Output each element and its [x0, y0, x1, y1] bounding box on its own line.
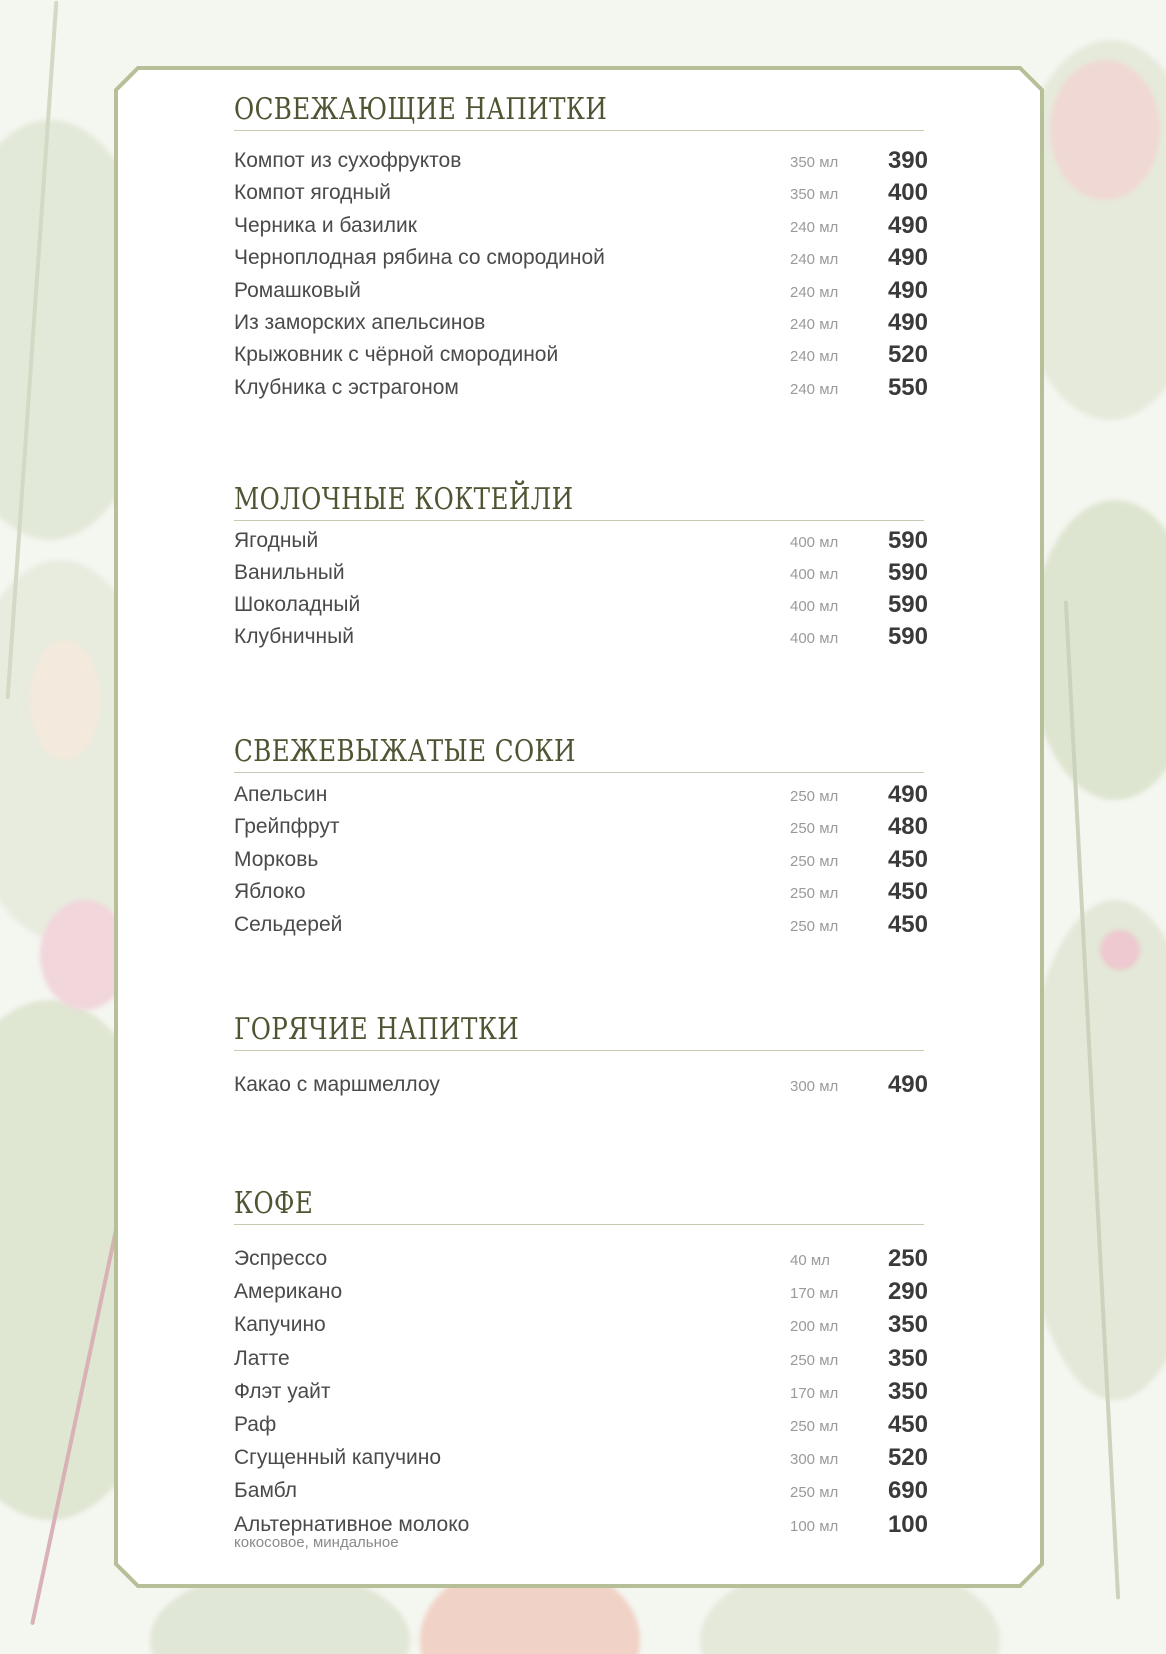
menu-item — [234, 1445, 928, 1478]
item-name: Какао с маршмеллоу — [234, 1073, 440, 1096]
menu-item — [234, 1279, 928, 1312]
menu-item — [234, 624, 928, 656]
section-hot-drinks — [234, 1010, 928, 1098]
item-volume: 170 мл — [790, 1285, 839, 1303]
menu-item — [234, 278, 928, 310]
menu-item — [234, 1379, 928, 1412]
title-divider — [234, 520, 924, 521]
item-price: 490 — [887, 211, 928, 239]
item-volume: 400 мл — [790, 534, 839, 551]
item-name: Альтернативное молоко — [234, 1512, 470, 1536]
item-name: Грейпфрут — [234, 815, 340, 839]
item-price: 450 — [887, 1410, 928, 1438]
item-note: кокосовое, миндальное — [234, 1533, 399, 1551]
flower-decoration — [1050, 60, 1160, 200]
item-volume: 100 мл — [790, 1517, 839, 1535]
item-volume: 240 мл — [790, 380, 839, 398]
item-price: 490 — [887, 276, 928, 304]
item-volume: 200 мл — [790, 1318, 839, 1336]
item-volume: 400 мл — [790, 597, 839, 615]
item-name: Крыжовник с чёрной смородиной — [234, 343, 559, 367]
item-price: 590 — [887, 622, 928, 650]
menu-item — [234, 180, 928, 212]
section-title: КОФЕ — [234, 1186, 314, 1221]
item-price: 590 — [887, 527, 928, 554]
item-name: Сгущенный капучино — [234, 1446, 442, 1470]
item-price: 590 — [887, 559, 928, 587]
flower-decoration — [1100, 930, 1140, 970]
item-volume: 250 мл — [790, 788, 839, 805]
item-name: Ромашковый — [234, 278, 361, 302]
item-volume: 400 мл — [790, 566, 839, 584]
item-volume: 250 мл — [790, 852, 839, 870]
item-volume: 300 мл — [790, 1078, 839, 1095]
item-list — [234, 528, 928, 656]
menu-item — [234, 912, 928, 944]
item-price: 690 — [887, 1477, 928, 1505]
leaf-decoration — [1030, 500, 1166, 800]
item-volume: 250 мл — [790, 1417, 839, 1435]
menu-item — [234, 528, 928, 560]
item-name: Шоколадный — [234, 592, 361, 616]
item-name: Сельдерей — [234, 912, 343, 936]
item-volume: 350 мл — [790, 186, 839, 204]
item-price: 400 — [887, 179, 928, 207]
item-name: Морковь — [234, 847, 319, 871]
item-volume: 250 мл — [790, 885, 839, 903]
menu-item — [234, 1346, 928, 1379]
menu-item — [234, 213, 928, 245]
item-name: Раф — [234, 1412, 277, 1436]
item-name: Яблоко — [234, 880, 306, 904]
item-price: 490 — [887, 244, 928, 272]
item-price: 480 — [887, 813, 928, 841]
item-volume: 40 мл — [790, 1252, 830, 1269]
item-list — [234, 1072, 928, 1104]
item-name: Клубника с эстрагоном — [234, 375, 459, 399]
item-list — [234, 148, 928, 407]
flower-decoration — [30, 640, 100, 760]
item-list — [234, 782, 928, 944]
item-volume: 300 мл — [790, 1451, 839, 1469]
item-price: 450 — [887, 878, 928, 906]
item-price: 490 — [887, 308, 928, 336]
item-price: 100 — [887, 1510, 928, 1538]
title-divider — [234, 1050, 924, 1051]
item-price: 490 — [887, 1071, 928, 1098]
item-name: Ванильный — [234, 561, 345, 585]
section-title: ГОРЯЧИЕ НАПИТКИ — [234, 1012, 520, 1047]
menu-item — [234, 148, 928, 180]
menu-item — [234, 310, 928, 342]
menu-item — [234, 782, 928, 814]
menu-item — [234, 560, 928, 592]
menu-item — [234, 1246, 928, 1279]
item-volume: 250 мл — [790, 820, 839, 838]
item-volume: 250 мл — [790, 1484, 839, 1502]
item-name: Капучино — [234, 1313, 326, 1337]
title-divider — [234, 772, 924, 773]
menu-item — [234, 592, 928, 624]
menu-item — [234, 245, 928, 277]
item-name: Апельсин — [234, 783, 328, 806]
item-name: Ягодный — [234, 529, 319, 552]
menu-item — [234, 1312, 928, 1345]
item-name: Клубничный — [234, 624, 354, 648]
item-name: Эспрессо — [234, 1247, 328, 1270]
item-price: 520 — [887, 1444, 928, 1472]
section-refreshing-drinks — [234, 90, 928, 401]
item-price: 450 — [887, 845, 928, 873]
item-volume: 240 мл — [790, 218, 839, 236]
item-name: Компот из сухофруктов — [234, 149, 462, 172]
item-volume: 170 мл — [790, 1384, 839, 1402]
item-name: Компот ягодный — [234, 181, 391, 205]
section-coffee — [234, 1184, 928, 1551]
item-name: Латте — [234, 1346, 290, 1370]
item-price: 350 — [887, 1344, 928, 1372]
title-divider — [234, 130, 924, 131]
section-title: СВЕЖЕВЫЖАТЫЕ СОКИ — [234, 734, 576, 769]
item-name: Флэт уайт — [234, 1379, 331, 1403]
menu-item — [234, 1412, 928, 1445]
item-volume: 240 мл — [790, 283, 839, 301]
item-volume: 240 мл — [790, 251, 839, 269]
menu-item — [234, 814, 928, 846]
item-price: 350 — [887, 1377, 928, 1405]
item-price: 590 — [887, 590, 928, 618]
item-name: Черноплодная рябина со смородиной — [234, 246, 605, 270]
item-name: Из заморских апельсинов — [234, 310, 486, 334]
item-price: 350 — [887, 1311, 928, 1339]
item-volume: 350 мл — [790, 154, 839, 171]
menu-item — [234, 1512, 928, 1556]
menu-item — [234, 1478, 928, 1511]
item-volume: 240 мл — [790, 348, 839, 366]
section-milkshakes — [234, 480, 928, 650]
item-volume: 250 мл — [790, 1351, 839, 1369]
item-volume: 400 мл — [790, 629, 839, 647]
menu-item — [234, 1072, 928, 1104]
menu-item — [234, 879, 928, 911]
item-price: 550 — [887, 373, 928, 401]
item-price: 450 — [887, 910, 928, 938]
item-price: 250 — [887, 1245, 928, 1272]
menu-item — [234, 375, 928, 407]
item-price: 290 — [887, 1278, 928, 1306]
section-title: МОЛОЧНЫЕ КОКТЕЙЛИ — [234, 482, 574, 517]
section-fresh-juices — [234, 732, 928, 938]
menu-item — [234, 847, 928, 879]
section-title: ОСВЕЖАЮЩИЕ НАПИТКИ — [234, 92, 608, 127]
item-price: 490 — [887, 781, 928, 808]
item-name: Бамбл — [234, 1479, 297, 1503]
menu-item — [234, 342, 928, 374]
title-divider — [234, 1224, 924, 1225]
item-price: 520 — [887, 341, 928, 369]
item-name: Американо — [234, 1280, 343, 1304]
item-price: 390 — [887, 147, 928, 174]
item-volume: 240 мл — [790, 315, 839, 333]
item-name: Черника и базилик — [234, 213, 417, 237]
item-volume: 250 мл — [790, 917, 839, 935]
item-list — [234, 1246, 928, 1556]
